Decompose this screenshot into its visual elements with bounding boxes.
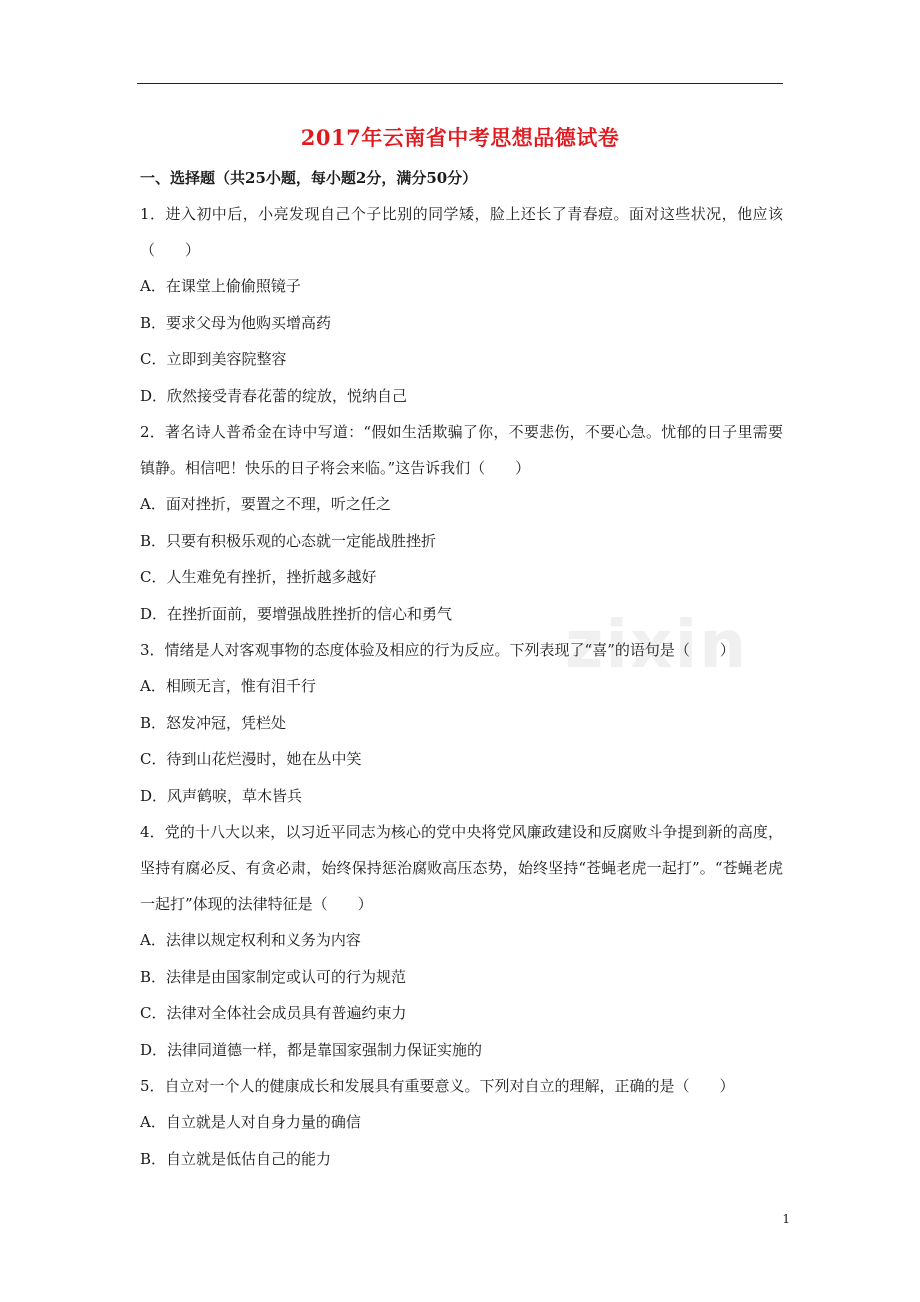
question-2 [140,414,783,632]
option-b: B．要求父母为他购买增高药 [140,313,332,332]
question-stem: 1．进入初中后，小亮发现自己个子比别的同学矮，脸上还长了青春痘。面对这些状况，他应该（ ） [140,205,783,259]
option-b: B．法律是由国家制定或认可的行为规范 [140,967,407,986]
option-b: B．只要有积极乐观的心态就一定能战胜挫折 [140,531,437,550]
header-rule [137,83,783,84]
option-c: C．待到山花烂漫时，她在丛中笑 [140,750,362,768]
option-d: D．欣然接受青春花蕾的绽放，悦纳自己 [140,386,408,405]
option-c: C．人生难免有挫折，挫折越多越好 [140,568,377,586]
option-a: A．在课堂上偷偷照镜子 [140,277,301,295]
question-4 [140,814,783,1068]
option-c: C．立即到美容院整容 [140,350,287,368]
watermark: zixin [565,606,749,683]
section-heading: 一、选择题（共25小题，每小题2分，满分50分） [140,169,478,187]
question-5 [140,1068,783,1177]
question-stem: 2．著名诗人普希金在诗中写道：“假如生活欺骗了你，不要悲伤，不要心急。忧郁的日子里需要镇静。相信吧！快乐的日子将会来临。”这告诉我们（ ） [140,423,783,477]
option-a: A．自立就是人对自身力量的确信 [140,1113,361,1131]
page-number: 1 [782,1212,790,1226]
option-d: D．法律同道德一样，都是靠国家强制力保证实施的 [140,1040,483,1059]
option-a: A．法律以规定权利和义务为内容 [140,931,361,949]
option-d: D．在挫折面前，要增强战胜挫折的信心和勇气 [140,604,453,623]
option-d: D．风声鹤唳，草木皆兵 [140,786,303,805]
question-3 [140,632,783,814]
option-b: B．怒发冲冠，凭栏处 [140,713,287,732]
question-stem: 3．情绪是人对客观事物的态度体验及相应的行为反应。下列表现了“喜”的语句是（ ） [140,641,735,659]
option-c: C．法律对全体社会成员具有普遍约束力 [140,1004,407,1022]
option-b: B．自立就是低估自己的能力 [140,1149,332,1168]
option-a: A．面对挫折，要置之不理，听之任之 [140,495,391,513]
page-title: 2017年云南省中考思想品德试卷 [300,125,620,150]
exam-content [140,160,783,1177]
question-stem: 4．党的十八大以来，以习近平同志为核心的党中央将党风廉政建设和反腐败斗争提到新的高度，坚持有腐必反、有贪必肃，始终保持惩治腐败高压态势，始终坚持“苍蝇老虎一起打”。“苍蝇老虎一起打”体现的法律特征是（ ） [140,823,783,913]
question-1 [140,196,783,414]
question-stem: 5．自立对一个人的健康成长和发展具有重要意义。下列对自立的理解，正确的是（ ） [140,1077,735,1095]
option-a: A．相顾无言，惟有泪千行 [140,677,316,695]
